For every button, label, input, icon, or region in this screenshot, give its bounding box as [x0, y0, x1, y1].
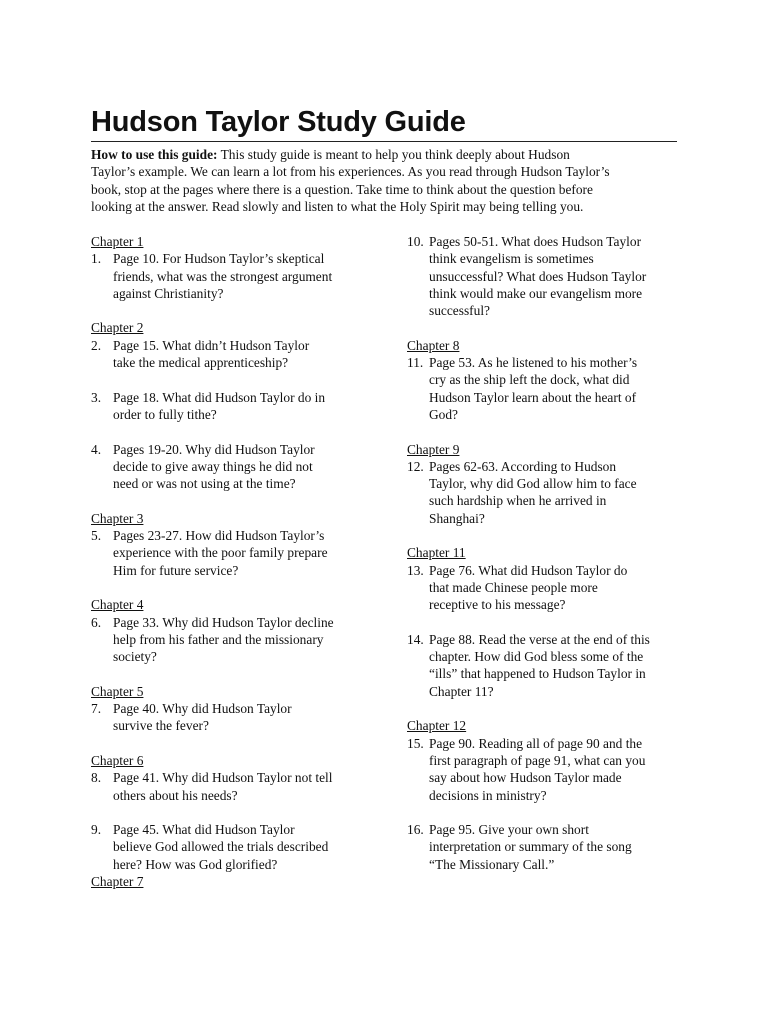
question-number: 6. [91, 614, 102, 630]
question-number: 12. [407, 458, 424, 474]
question-line: Page 33. Why did Hudson Taylor decline [113, 614, 334, 630]
question-line: “The Missionary Call.” [429, 856, 555, 872]
left-column [91, 233, 375, 890]
chapter-heading: Chapter 4 [91, 597, 144, 613]
question-item [91, 441, 375, 493]
question-item [91, 337, 375, 372]
question-line: help from his father and the missionary [113, 631, 324, 647]
intro-paragraph [91, 146, 681, 215]
question-line: Him for future service? [113, 562, 239, 578]
question-number: 1. [91, 251, 102, 267]
question-item [91, 389, 375, 424]
question-item [407, 735, 685, 804]
question-item [407, 562, 685, 614]
question-item [91, 700, 375, 735]
question-line: Page 40. Why did Hudson Taylor [113, 701, 292, 717]
question-line: Taylor, why did God allow him to face [429, 476, 637, 492]
question-item [407, 458, 685, 527]
question-line: such hardship when he arrived in [429, 493, 607, 509]
intro-line: looking at the answer. Read slowly and listen to what the Holy Spirit may being telling you. [91, 198, 584, 214]
question-number: 13. [407, 562, 424, 578]
question-line: society? [113, 649, 157, 665]
question-line: Page 76. What did Hudson Taylor do [429, 562, 628, 578]
question-line: Page 53. As he listened to his mother’s [429, 355, 638, 371]
question-line: Chapter 11? [429, 683, 494, 699]
question-item [91, 527, 375, 579]
question-line: that made Chinese people more [429, 579, 598, 595]
question-line: God? [429, 406, 459, 422]
question-line: Page 45. What did Hudson Taylor [113, 822, 295, 838]
question-line: here? How was God glorified? [113, 856, 278, 872]
intro-line: This study guide is meant to help you think deeply about Hudson [220, 147, 570, 162]
question-line: think evangelism is sometimes [429, 251, 594, 267]
right-column [407, 233, 685, 873]
question-line: Page 95. Give your own short [429, 822, 589, 838]
question-number: 5. [91, 528, 102, 544]
question-number: 7. [91, 701, 102, 717]
question-line: cry as the ship left the dock, what did [429, 372, 630, 388]
question-line: chapter. How did God bless some of the [429, 649, 644, 665]
question-line: decide to give away things he did not [113, 458, 313, 474]
question-line: Page 41. Why did Hudson Taylor not tell [113, 770, 333, 786]
question-line: Page 88. Read the verse at the end of this [429, 631, 650, 647]
question-item [91, 250, 375, 302]
question-line: others about his needs? [113, 787, 238, 803]
question-number: 8. [91, 770, 102, 786]
intro-line: book, stop at the pages where there is a question. Take time to think about the question before [91, 181, 593, 197]
question-line: Pages 50-51. What does Hudson Taylor [429, 234, 642, 249]
question-number: 9. [91, 822, 102, 838]
question-line: friends, what was the strongest argument [113, 268, 333, 284]
question-line: unsuccessful? What does Hudson Taylor [429, 268, 647, 284]
question-item [407, 631, 685, 700]
chapter-heading: Chapter 7 [91, 873, 144, 889]
question-line: interpretation or summary of the song [429, 839, 632, 855]
question-line: receptive to his message? [429, 597, 566, 613]
chapter-heading: Chapter 1 [91, 234, 144, 249]
intro-line: Taylor’s example. We can learn a lot from his experiences. As you read through Hudson Taylor’s [91, 164, 610, 180]
question-item [91, 614, 375, 666]
question-line: against Christianity? [113, 285, 224, 301]
question-line: Pages 62-63. According to Hudson [429, 458, 617, 474]
question-line: Page 18. What did Hudson Taylor do in [113, 389, 326, 405]
question-line: Shanghai? [429, 510, 485, 526]
question-line: Hudson Taylor learn about the heart of [429, 389, 637, 405]
question-number: 3. [91, 389, 102, 405]
chapter-heading: Chapter 12 [407, 718, 467, 734]
question-line: “ills” that happened to Hudson Taylor in [429, 666, 646, 682]
question-line: first paragraph of page 91, what can you [429, 752, 646, 768]
question-line: order to fully tithe? [113, 406, 217, 422]
chapter-heading: Chapter 2 [91, 320, 144, 336]
question-item [407, 354, 685, 423]
question-line: successful? [429, 303, 490, 319]
question-line: Page 90. Reading all of page 90 and the [429, 735, 643, 751]
question-line: need or was not using at the time? [113, 476, 296, 492]
question-number: 2. [91, 337, 102, 353]
chapter-heading: Chapter 9 [407, 441, 460, 457]
question-number: 10. [407, 234, 424, 249]
question-line: decisions in ministry? [429, 787, 547, 803]
chapter-heading: Chapter 3 [91, 510, 144, 526]
question-number: 14. [407, 631, 424, 647]
question-line: Pages 19-20. Why did Hudson Taylor [113, 441, 315, 457]
question-line: Pages 23-27. How did Hudson Taylor’s [113, 528, 325, 544]
question-line: Page 15. What didn’t Hudson Taylor [113, 337, 310, 353]
question-number: 11. [407, 355, 424, 371]
question-item [407, 233, 685, 319]
question-line: take the medical apprenticeship? [113, 355, 289, 371]
question-item [91, 769, 375, 804]
question-number: 15. [407, 735, 424, 751]
chapter-heading: Chapter 8 [407, 337, 460, 353]
page-title: Hudson Taylor Study Guide [91, 106, 466, 138]
chapter-heading: Chapter 11 [407, 545, 466, 561]
question-line: think would make our evangelism more [429, 285, 643, 301]
question-number: 16. [407, 822, 424, 838]
question-item [91, 821, 375, 873]
title-underline-rule [91, 141, 677, 142]
question-line: survive the fever? [113, 718, 209, 734]
intro-lead: How to use this guide: [91, 147, 218, 162]
question-line: believe God allowed the trials described [113, 839, 329, 855]
chapter-heading: Chapter 5 [91, 683, 144, 699]
question-item [407, 821, 685, 873]
question-line: experience with the poor family prepare [113, 545, 328, 561]
question-number: 4. [91, 441, 102, 457]
question-line: say about how Hudson Taylor made [429, 770, 622, 786]
question-line: Page 10. For Hudson Taylor’s skeptical [113, 251, 325, 267]
chapter-heading: Chapter 6 [91, 752, 144, 768]
